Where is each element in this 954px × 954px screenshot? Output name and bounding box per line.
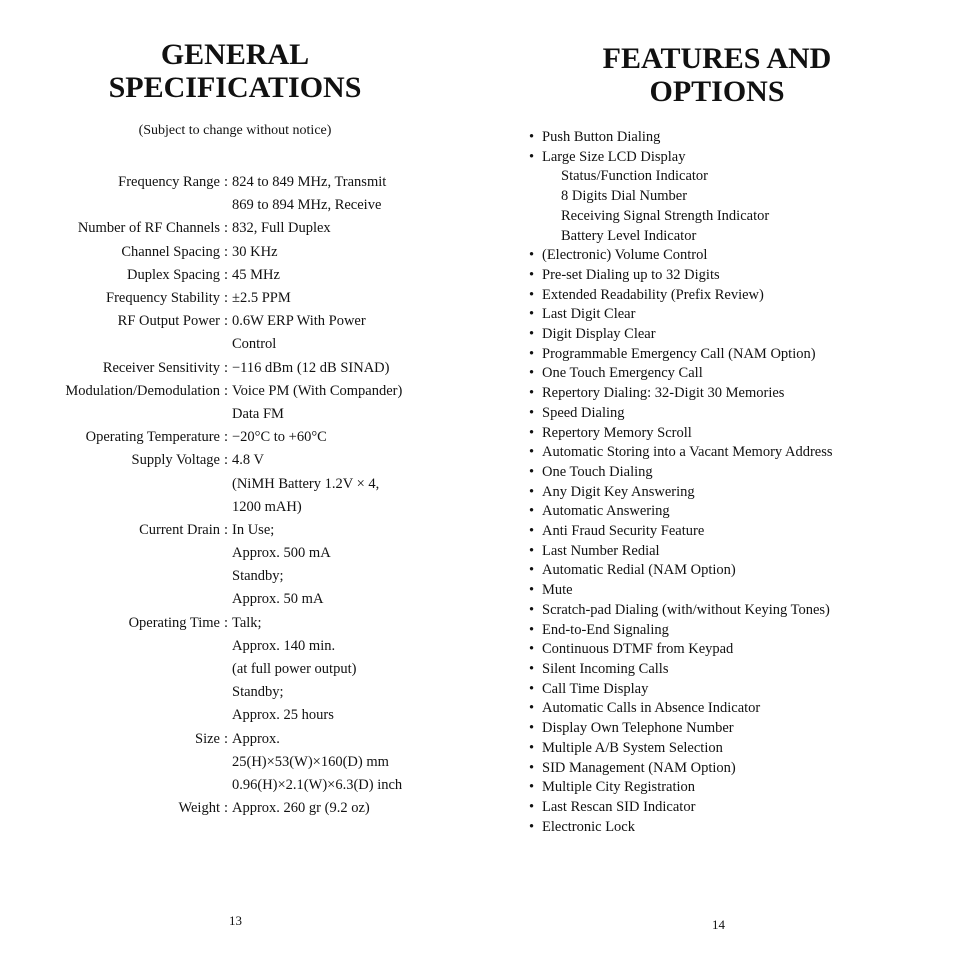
spec-separator: : <box>223 266 229 283</box>
bullet-icon: • <box>529 759 535 776</box>
spec-row <box>0 171 477 217</box>
feature-item <box>529 266 949 286</box>
spec-values <box>232 612 472 728</box>
spec-row <box>0 728 477 798</box>
feature-item <box>529 561 949 581</box>
spec-row <box>0 449 477 519</box>
spec-label: Duplex Spacing <box>126 266 220 283</box>
spec-value-line: Approx. 500 mA <box>232 545 331 562</box>
spec-values <box>232 449 472 519</box>
spec-values <box>232 241 472 264</box>
feature-sub-item: Receiving Signal Strength Indicator <box>561 207 770 224</box>
spec-values <box>232 519 472 612</box>
spec-separator: : <box>223 174 229 190</box>
title-line: SPECIFICATIONS <box>108 71 362 104</box>
spec-row <box>0 380 477 426</box>
feature-text: Last Number Redial <box>542 542 660 559</box>
feature-item <box>529 364 949 384</box>
spec-label: Supply Voltage <box>131 452 220 469</box>
bullet-icon: • <box>529 463 535 480</box>
feature-item <box>529 128 949 148</box>
feature-item <box>529 621 949 641</box>
feature-item <box>529 305 949 325</box>
feature-text: Extended Readability (Prefix Review) <box>542 286 764 303</box>
feature-item <box>529 404 949 424</box>
feature-item <box>529 502 949 522</box>
spec-separator: : <box>223 452 229 469</box>
feature-item <box>529 522 949 542</box>
feature-text: Multiple City Registration <box>542 779 696 796</box>
feature-item <box>529 148 949 168</box>
feature-text: One Touch Dialing <box>542 463 653 480</box>
bullet-icon: • <box>529 621 535 638</box>
spec-separator: : <box>223 220 229 237</box>
spec-value-line: Standby; <box>232 684 284 701</box>
spec-value-line: 1200 mAH) <box>232 498 302 515</box>
feature-text: Pre-set Dialing up to 32 Digits <box>542 266 720 283</box>
spec-label: Frequency Range <box>118 174 220 190</box>
specifications-title <box>60 38 410 104</box>
feature-item <box>529 246 949 266</box>
feature-item <box>529 798 949 818</box>
spec-values <box>232 217 472 240</box>
spec-values <box>232 380 472 426</box>
spec-row <box>0 217 477 240</box>
features-title <box>537 42 897 108</box>
feature-text: (Electronic) Volume Control <box>542 247 708 264</box>
feature-text: Digit Display Clear <box>542 326 656 343</box>
spec-value-line: Talk; <box>232 614 262 631</box>
spec-values <box>232 728 472 798</box>
spec-separator: : <box>223 800 229 817</box>
bullet-icon: • <box>529 424 535 441</box>
feature-text: Call Time Display <box>542 680 649 697</box>
feature-text: Anti Fraud Security Feature <box>542 523 705 540</box>
spec-value-line: Approx. 50 mA <box>232 591 324 608</box>
spec-value-line: −20°C to +60°C <box>232 429 327 446</box>
feature-item <box>529 739 949 759</box>
feature-text: Continuous DTMF from Keypad <box>542 641 734 658</box>
feature-item <box>529 286 949 306</box>
spec-value-line: Approx. 260 gr (9.2 oz) <box>232 800 370 817</box>
feature-text: Display Own Telephone Number <box>542 720 734 737</box>
spec-value-line: (at full power output) <box>232 661 357 678</box>
bullet-icon: • <box>529 779 535 796</box>
feature-text: Large Size LCD Display <box>542 148 686 165</box>
feature-text: Last Rescan SID Indicator <box>542 798 696 815</box>
feature-sub-item: Status/Function Indicator <box>561 168 708 185</box>
spec-value-line: 824 to 849 MHz, Transmit <box>232 174 387 190</box>
spec-values <box>232 426 472 449</box>
feature-item <box>529 483 949 503</box>
feature-text: Mute <box>542 582 573 599</box>
bullet-icon: • <box>529 601 535 618</box>
spec-row <box>0 797 477 820</box>
feature-item <box>529 778 949 798</box>
bullet-icon: • <box>529 680 535 697</box>
spec-separator: : <box>223 359 229 376</box>
bullet-icon: • <box>529 503 535 520</box>
spec-value-line: 832, Full Duplex <box>232 220 331 237</box>
spec-separator: : <box>223 313 229 330</box>
feature-item <box>529 660 949 680</box>
spec-separator: : <box>223 730 229 747</box>
bullet-icon: • <box>529 247 535 264</box>
bullet-icon: • <box>529 444 535 461</box>
spec-value-line: 0.6W ERP With Power <box>232 313 366 330</box>
feature-item <box>529 640 949 660</box>
title-line: OPTIONS <box>649 75 785 108</box>
spec-value-line: −116 dBm (12 dB SINAD) <box>232 359 390 376</box>
feature-item <box>529 345 949 365</box>
spec-row <box>0 519 477 612</box>
feature-text: Any Digit Key Answering <box>542 483 695 500</box>
spec-value-line: Voice PM (With Compander) <box>232 382 403 399</box>
subtitle-note: (Subject to change without notice) <box>138 123 332 138</box>
bullet-icon: • <box>529 641 535 658</box>
spec-value-line: Standby; <box>232 568 284 585</box>
bullet-icon: • <box>529 720 535 737</box>
bullet-icon: • <box>529 385 535 402</box>
feature-text: Last Digit Clear <box>542 306 636 323</box>
feature-item <box>529 384 949 404</box>
bullet-icon: • <box>529 798 535 815</box>
bullet-icon: • <box>529 700 535 717</box>
feature-text: Repertory Memory Scroll <box>542 424 692 441</box>
feature-text: Repertory Dialing: 32-Digit 30 Memories <box>542 385 785 402</box>
spec-label: Weight <box>178 800 220 817</box>
spec-value-line: 4.8 V <box>232 452 264 469</box>
feature-sub-item: Battery Level Indicator <box>561 227 697 244</box>
bullet-icon: • <box>529 404 535 421</box>
spec-values <box>232 171 472 217</box>
spec-value-line: 25(H)×53(W)×160(D) mm <box>232 753 389 770</box>
spec-value-line: 869 to 894 MHz, Receive <box>232 197 382 214</box>
page-number: 13 <box>229 913 242 928</box>
spec-value-line: Approx. <box>232 730 280 747</box>
bullet-icon: • <box>529 286 535 303</box>
spec-separator: : <box>223 614 229 631</box>
spec-values <box>232 797 472 820</box>
spec-value-line: (NiMH Battery 1.2V × 4, <box>232 475 380 492</box>
feature-text: Silent Incoming Calls <box>542 660 669 677</box>
spec-values <box>232 357 472 380</box>
bullet-icon: • <box>529 660 535 677</box>
feature-item <box>529 542 949 562</box>
spec-label: Operating Temperature <box>85 429 220 446</box>
spec-separator: : <box>223 429 229 446</box>
feature-text: Electronic Lock <box>542 818 635 835</box>
spec-values <box>232 287 472 310</box>
feature-item <box>529 325 949 345</box>
feature-text: Programmable Emergency Call (NAM Option) <box>542 345 816 362</box>
bullet-icon: • <box>529 739 535 756</box>
feature-item <box>529 443 949 463</box>
feature-item <box>529 424 949 444</box>
bullet-icon: • <box>529 365 535 382</box>
spec-value-line: 45 MHz <box>232 266 280 283</box>
spec-label: Operating Time <box>128 614 220 631</box>
spec-values <box>232 264 472 287</box>
feature-item <box>529 463 949 483</box>
spec-label: Receiver Sensitivity <box>102 359 220 376</box>
title-line: FEATURES AND <box>602 42 832 75</box>
bullet-icon: • <box>529 562 535 579</box>
spec-separator: : <box>223 289 229 306</box>
feature-text: One Touch Emergency Call <box>542 365 703 382</box>
spec-value-line: Approx. 140 min. <box>232 637 336 654</box>
spec-label: Frequency Stability <box>106 289 220 306</box>
bullet-icon: • <box>529 129 535 145</box>
spec-row <box>0 612 477 728</box>
spec-value-line: 0.96(H)×2.1(W)×6.3(D) inch <box>232 776 403 793</box>
spec-separator: : <box>223 521 229 538</box>
page-number: 14 <box>712 917 725 932</box>
spec-value-line: Data FM <box>232 405 284 422</box>
bullet-icon: • <box>529 266 535 283</box>
spec-value-line: Approx. 25 hours <box>232 707 334 724</box>
feature-item <box>529 680 949 700</box>
spec-value-line: In Use; <box>232 521 275 538</box>
feature-text: End-to-End Signaling <box>542 621 669 638</box>
spec-row <box>0 357 477 380</box>
spec-separator: : <box>223 382 229 399</box>
spec-label: Channel Spacing <box>121 243 220 260</box>
feature-item <box>529 818 949 838</box>
spec-label: Number of RF Channels <box>77 220 220 237</box>
bullet-icon: • <box>529 345 535 362</box>
bullet-icon: • <box>529 148 535 165</box>
spec-value-line: 30 KHz <box>232 243 278 260</box>
spec-separator: : <box>223 243 229 260</box>
bullet-icon: • <box>529 483 535 500</box>
feature-item <box>529 699 949 719</box>
bullet-icon: • <box>529 542 535 559</box>
bullet-icon: • <box>529 326 535 343</box>
spec-value-line: ±2.5 PPM <box>232 289 291 306</box>
spec-values <box>232 310 472 356</box>
feature-text: Scratch-pad Dialing (with/without Keying Tones) <box>542 601 830 618</box>
feature-text: Speed Dialing <box>542 404 625 421</box>
feature-item <box>529 581 949 601</box>
spec-row <box>0 426 477 449</box>
feature-item <box>529 601 949 621</box>
feature-text: Multiple A/B System Selection <box>542 739 723 756</box>
spec-label: Current Drain <box>139 521 220 538</box>
specifications-table <box>0 171 477 820</box>
bullet-icon: • <box>529 818 535 835</box>
title-line: GENERAL <box>160 38 310 71</box>
spec-row <box>0 264 477 287</box>
feature-sub-item: 8 Digits Dial Number <box>561 188 688 205</box>
feature-text: Automatic Redial (NAM Option) <box>542 562 736 579</box>
feature-text: Push Button Dialing <box>542 129 661 145</box>
feature-text: Automatic Storing into a Vacant Memory Address <box>542 444 833 461</box>
feature-text: Automatic Calls in Absence Indicator <box>542 700 761 717</box>
feature-item <box>529 759 949 779</box>
spec-label: Size <box>195 730 220 747</box>
spec-label: RF Output Power <box>117 313 220 330</box>
bullet-icon: • <box>529 523 535 540</box>
right-page <box>477 0 954 954</box>
features-list <box>529 128 949 837</box>
spec-row <box>0 241 477 264</box>
spec-row <box>0 287 477 310</box>
spec-label: Modulation/Demodulation <box>65 382 220 399</box>
spec-row <box>0 310 477 356</box>
bullet-icon: • <box>529 306 535 323</box>
feature-text: Automatic Answering <box>542 503 670 520</box>
bullet-icon: • <box>529 582 535 599</box>
feature-item <box>529 719 949 739</box>
feature-text: SID Management (NAM Option) <box>542 759 736 776</box>
spec-value-line: Control <box>232 336 277 353</box>
